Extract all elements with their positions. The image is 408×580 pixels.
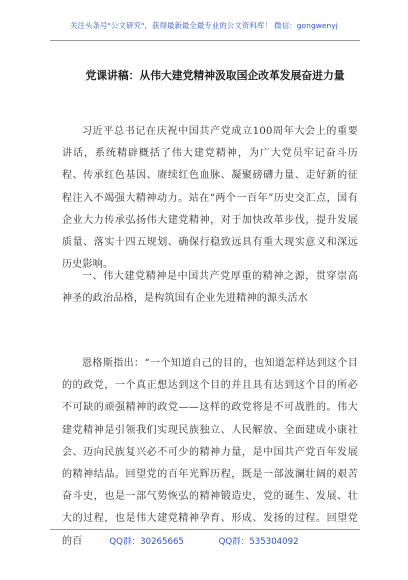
footer-divider: [50, 529, 360, 530]
document-title: 党课讲稿：从伟大建党精神汲取国企改革发展奋进力量: [85, 69, 345, 82]
footer-qq-group-1[interactable]: QQ群：30265665: [109, 537, 184, 547]
header-banner[interactable]: 关注头条号"公文研究"，获得最新最全最专业的公文资料库！ 微信：gongwenyj: [70, 21, 338, 30]
footer: [0, 535, 408, 547]
paragraph-intro: 习近平总书记在庆祝中国共产党成立100周年大会上的重要讲话，系统精辟概括了伟大建党精神，为广大党员牢记奋斗历程、传承红色基因、赓续红色血脉、凝聚磅礴力量、走好新的征程注入不竭强大精神动力。站在“两个一百年”历史交汇点，国有企业大力传承弘扬伟大建党精神，对于加快改革步伐，提升发展质量、落实十四五规划、确保行稳致远具有重大现实意义和深远历史影响。: [62, 126, 358, 271]
footer-qq-group-2[interactable]: QQ群：535304092: [218, 537, 299, 547]
paragraph-section-heading: 一、伟大建党精神是中国共产党厚重的精神之源，贯穿崇高神圣的政治品格，是构筑国有企业先进精神的源头活水: [62, 271, 358, 305]
paragraph-body: 恩格斯指出：“一个知道自己的目的，也知道怎样达到这个目的的政党，一个真正想达到这个目的并且具有达到这个目的所必不可缺的顽强精神的政党——这样的政党将是不可战胜的。伟大建党精神是引领我们实现民族独立、人民解放、全面建成小康社会、迈向民族复兴必不可少的精神力量，是中国共产党百年发展的精神结晶。回望党的百年光辉历程，既是一部波澜壮阔的艰苦奋斗史，也是一部气势恢弘的精神锻造史，党的诞生、发展、壮大的过程，也是伟大建党精神孕育、形成、发扬的过程。回望党的百: [62, 358, 358, 547]
header-divider: [50, 40, 360, 41]
